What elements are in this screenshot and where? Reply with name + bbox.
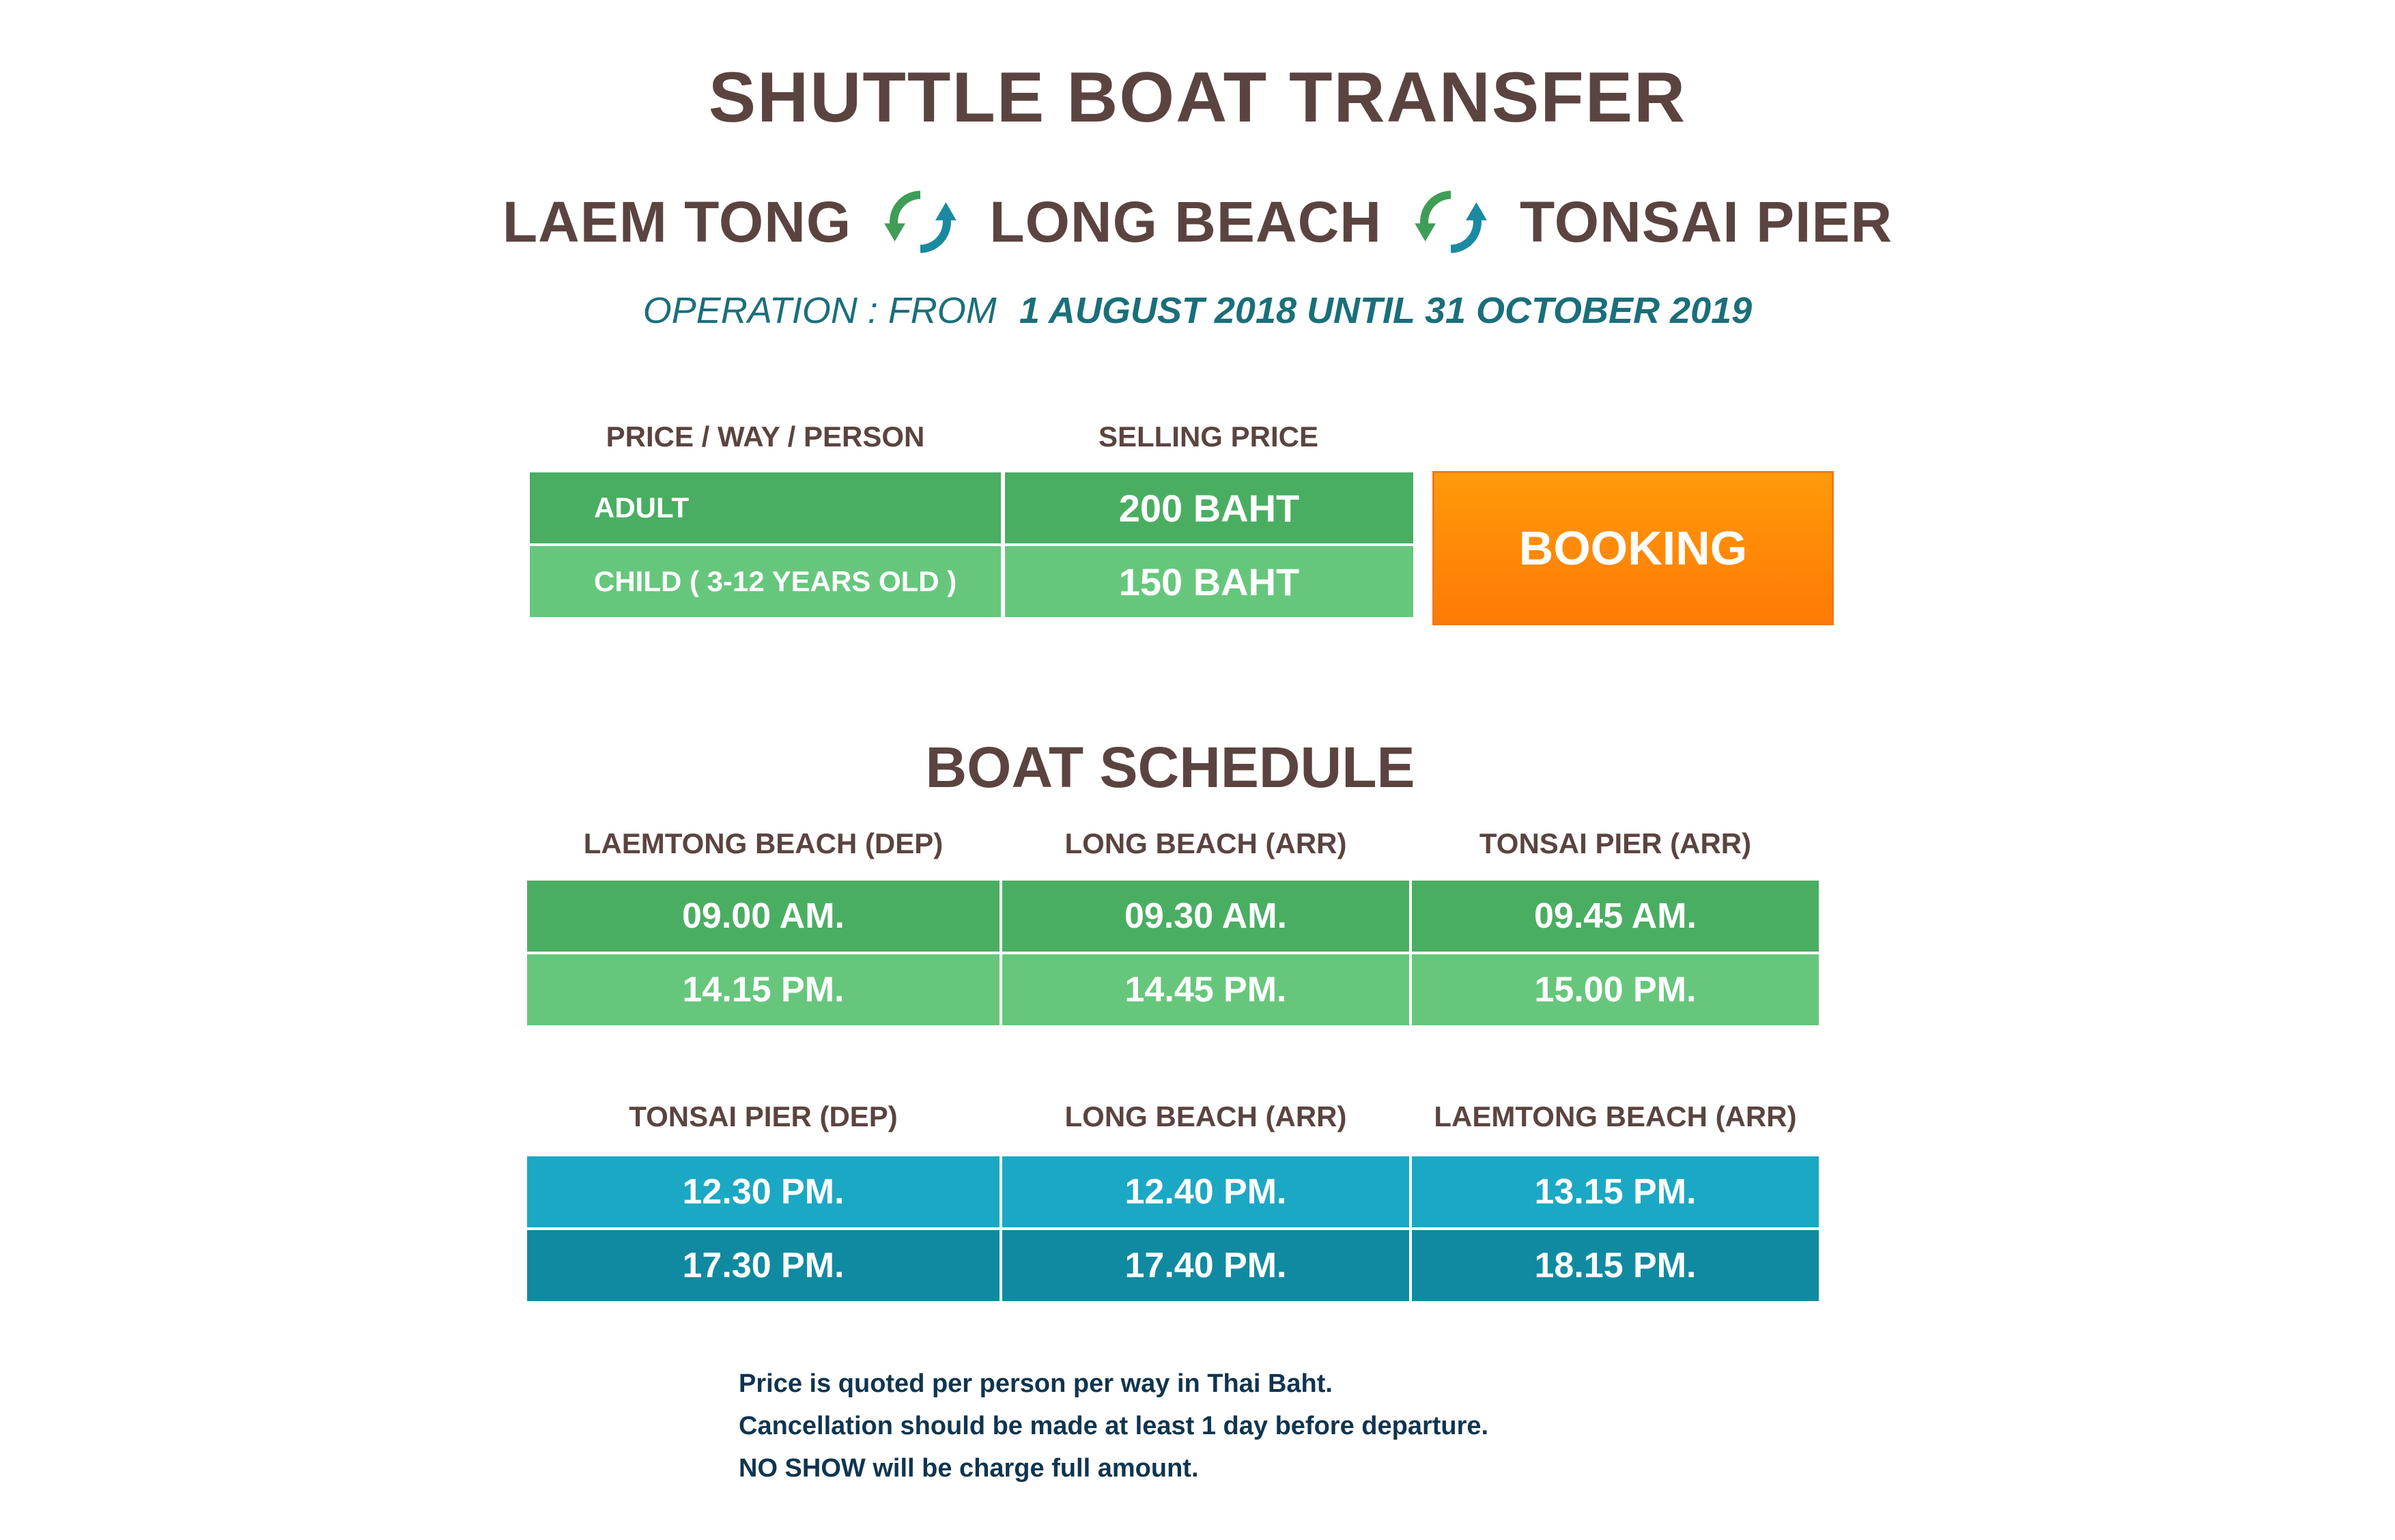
operation-label: OPERATION : FROM xyxy=(642,290,997,331)
price-header-selling: SELLING PRICE xyxy=(1098,420,1319,453)
outbound-header-laemtong: LAEMTONG BEACH (DEP) xyxy=(583,827,944,859)
note-cancellation: Cancellation should be made at least 1 day before departure. xyxy=(739,1412,1489,1440)
outbound-header-tonsai: TONSAI PIER (ARR) xyxy=(1479,827,1752,859)
route-line xyxy=(0,184,2395,259)
booking-button[interactable]: BOOKING xyxy=(1432,471,1834,625)
return-row2-dep: 17.30 PM. xyxy=(527,1230,1000,1301)
return-row2-long-beach: 17.40 PM. xyxy=(1002,1230,1409,1301)
return-row2-laemtong: 18.15 PM. xyxy=(1412,1230,1819,1301)
return-header-laemtong: LAEMTONG BEACH (ARR) xyxy=(1434,1100,1797,1132)
notes xyxy=(739,1363,1488,1489)
route-stop-tonsai-pier: TONSAI PIER xyxy=(1519,189,1893,254)
note-price: Price is quoted per person per way in Thai Baht. xyxy=(739,1369,1333,1398)
outbound-row2-tonsai: 15.00 PM. xyxy=(1412,954,1819,1025)
price-row-adult-type: ADULT xyxy=(530,472,1001,543)
price-header-type: PRICE / WAY / PERSON xyxy=(606,420,925,453)
price-row-child-type: CHILD ( 3-12 YEARS OLD ) xyxy=(530,546,1001,617)
price-row-child-price: 150 BAHT xyxy=(1005,546,1413,617)
operation-dates: 1 AUGUST 2018 UNTIL 31 OCTOBER 2019 xyxy=(1019,290,1753,331)
note-no-show: NO SHOW will be charge full amount. xyxy=(739,1454,1199,1483)
outbound-row1-dep: 09.00 AM. xyxy=(527,881,1000,952)
round-trip-arrows-icon xyxy=(1413,184,1488,259)
page-title: SHUTTLE BOAT TRANSFER xyxy=(708,58,1687,137)
outbound-row2-dep: 14.15 PM. xyxy=(527,954,1000,1025)
round-trip-arrows-icon xyxy=(883,184,958,259)
return-header-tonsai: TONSAI PIER (DEP) xyxy=(629,1100,898,1132)
schedule-title: BOAT SCHEDULE xyxy=(925,735,1415,799)
return-row1-laemtong: 13.15 PM. xyxy=(1412,1156,1819,1227)
return-header-long-beach: LONG BEACH (ARR) xyxy=(1064,1100,1347,1132)
outbound-row1-tonsai: 09.45 AM. xyxy=(1412,881,1819,952)
outbound-header-long-beach: LONG BEACH (ARR) xyxy=(1064,827,1347,859)
route-stop-long-beach: LONG BEACH xyxy=(989,189,1382,254)
return-row1-long-beach: 12.40 PM. xyxy=(1002,1156,1409,1227)
operation-period xyxy=(0,289,2395,332)
outbound-row1-long-beach: 09.30 AM. xyxy=(1002,881,1409,952)
route-stop-laem-tong: LAEM TONG xyxy=(502,189,852,254)
return-row1-dep: 12.30 PM. xyxy=(527,1156,1000,1227)
price-row-adult-price: 200 BAHT xyxy=(1005,472,1413,543)
outbound-row2-long-beach: 14.45 PM. xyxy=(1002,954,1409,1025)
